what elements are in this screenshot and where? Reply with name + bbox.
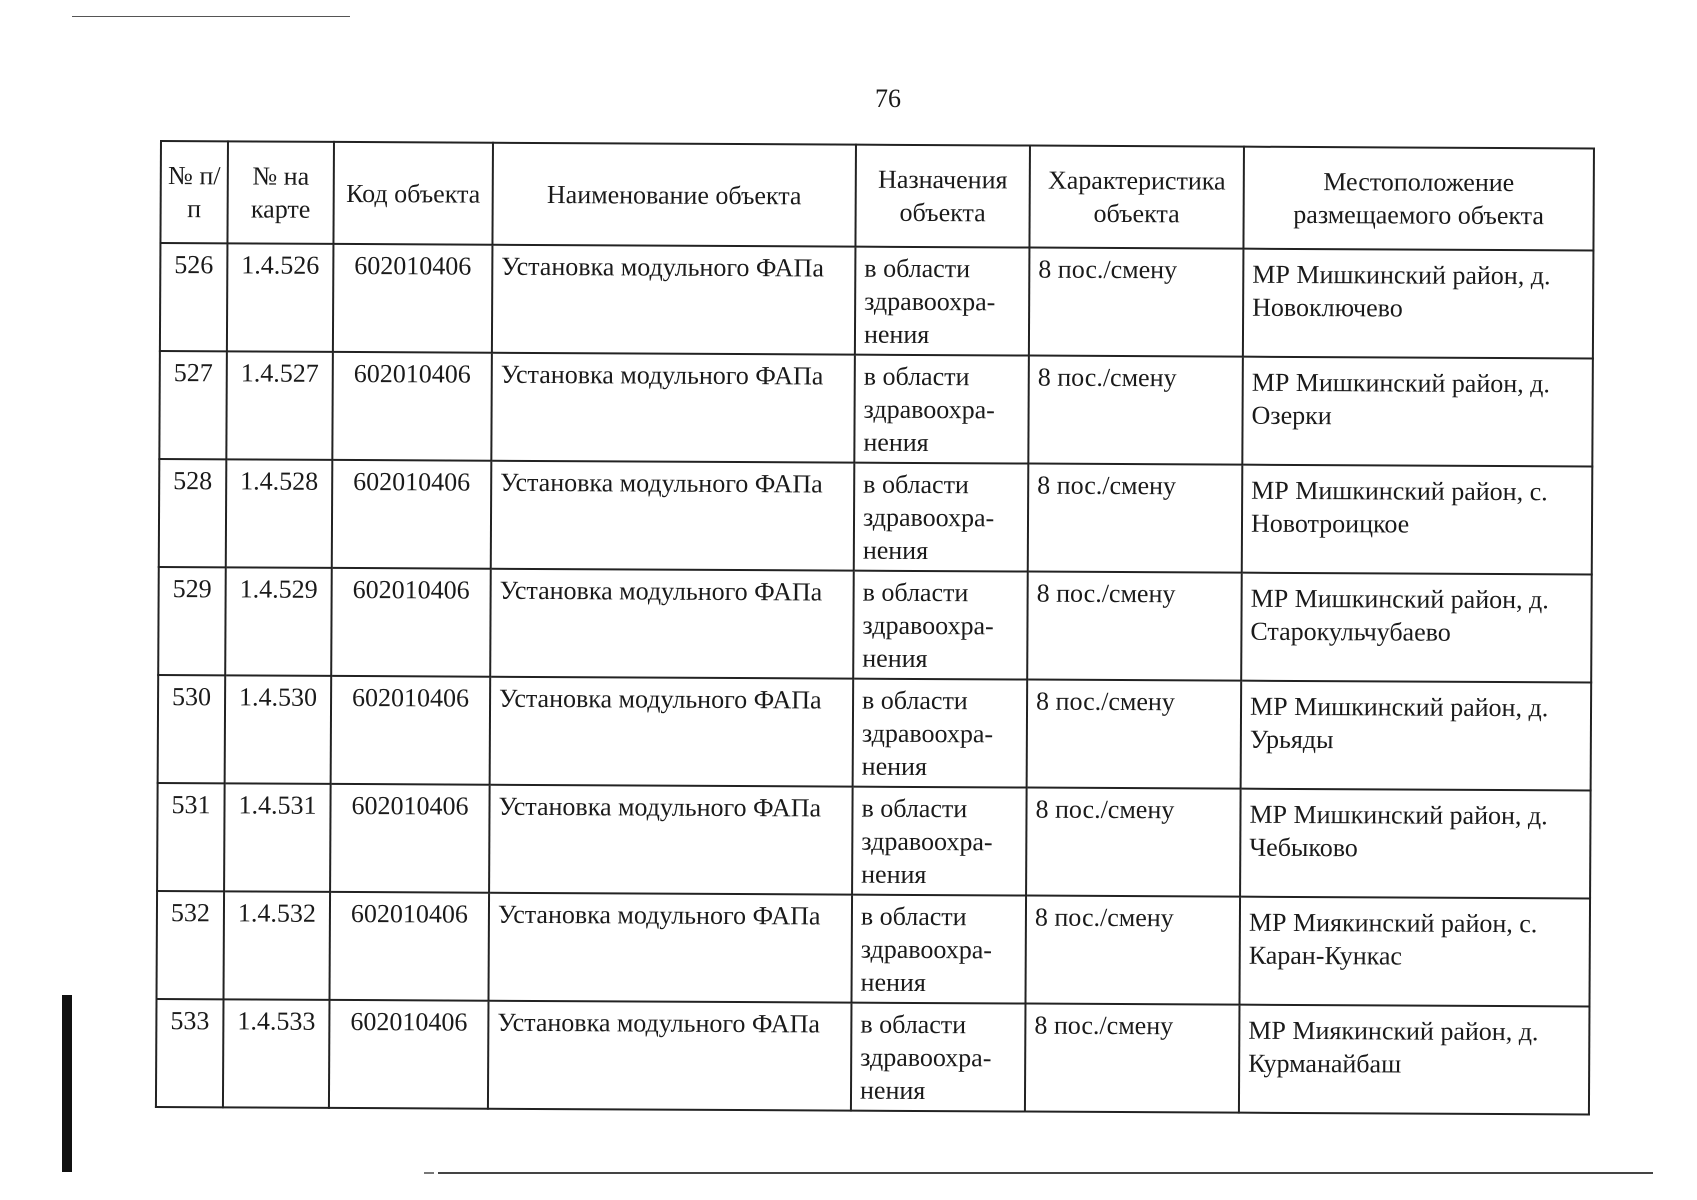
table-row xyxy=(159,459,1593,575)
header-num: № п/п xyxy=(160,141,228,243)
bottom-rule-dash xyxy=(424,1172,434,1174)
cell-object-code: 602010406 xyxy=(331,568,491,677)
cell-object-location: МР Мишкинский район, д. Новоключево xyxy=(1243,249,1594,359)
page-number: 76 xyxy=(875,84,901,113)
cell-object-name: Установка модульного ФАПа xyxy=(488,893,852,1003)
cell-map-number: 1.4.526 xyxy=(227,243,334,352)
cell-object-location: МР Мишкинский район, д. Чебыково xyxy=(1240,789,1591,899)
top-rule xyxy=(72,16,350,17)
table-row xyxy=(157,783,1591,899)
table-row xyxy=(159,351,1593,467)
cell-object-characteristic: 8 пос./смену xyxy=(1028,464,1243,573)
cell-object-purpose: в области здравоохра-нения xyxy=(854,355,1029,464)
cell-num: 532 xyxy=(157,891,225,999)
cell-object-code: 602010406 xyxy=(329,1000,489,1109)
header-object-code: Код объекта xyxy=(333,142,493,245)
cell-object-characteristic: 8 пос./смену xyxy=(1029,248,1244,357)
cell-object-name: Установка модульного ФАПа xyxy=(491,353,855,463)
cell-object-purpose: в области здравоохра-нения xyxy=(854,463,1029,572)
cell-object-purpose: в области здравоохра-нения xyxy=(855,247,1030,356)
cell-num: 530 xyxy=(158,675,226,783)
cell-object-characteristic: 8 пос./смену xyxy=(1025,1004,1240,1113)
table-header xyxy=(160,141,1594,251)
cell-object-characteristic: 8 пос./смену xyxy=(1027,680,1242,789)
cell-object-characteristic: 8 пос./смену xyxy=(1026,788,1241,897)
table-row xyxy=(160,243,1594,359)
cell-num: 526 xyxy=(160,243,228,351)
table-body xyxy=(156,243,1594,1114)
cell-num: 529 xyxy=(158,567,226,675)
cell-object-purpose: в области здравоохра-нения xyxy=(851,1003,1026,1112)
cell-num: 533 xyxy=(156,999,224,1107)
cell-object-location: МР Мишкинский район, д. Озерки xyxy=(1242,357,1593,467)
cell-object-name: Установка модульного ФАПа xyxy=(488,1001,852,1111)
cell-object-name: Установка модульного ФАПа xyxy=(492,245,856,355)
cell-map-number: 1.4.529 xyxy=(225,567,332,676)
cell-map-number: 1.4.530 xyxy=(225,675,332,784)
cell-map-number: 1.4.533 xyxy=(223,999,330,1108)
cell-object-code: 602010406 xyxy=(332,460,492,569)
cell-map-number: 1.4.532 xyxy=(224,891,331,1000)
cell-object-characteristic: 8 пос./смену xyxy=(1028,356,1243,465)
cell-map-number: 1.4.528 xyxy=(226,459,333,568)
cell-object-location: МР Мишкинский район, с. Новотроицкое xyxy=(1242,465,1593,575)
header-object-name: Наименование объекта xyxy=(492,143,856,247)
scan-margin-bar xyxy=(62,995,72,1172)
cell-object-name: Установка модульного ФАПа xyxy=(489,785,853,895)
header-object-purpose: Назначения объекта xyxy=(855,145,1030,248)
cell-num: 528 xyxy=(159,459,227,567)
cell-map-number: 1.4.527 xyxy=(226,351,333,460)
cell-object-code: 602010406 xyxy=(330,784,490,893)
cell-object-name: Установка модульного ФАПа xyxy=(490,569,854,679)
header-row xyxy=(160,141,1594,251)
cell-object-location: МР Миякинский район, с. Каран-Кункас xyxy=(1239,897,1590,1007)
cell-object-code: 602010406 xyxy=(331,676,491,785)
cell-num: 531 xyxy=(157,783,225,891)
table-row xyxy=(158,675,1592,791)
cell-map-number: 1.4.531 xyxy=(224,783,331,892)
cell-object-code: 602010406 xyxy=(333,244,493,353)
cell-object-purpose: в области здравоохра-нения xyxy=(853,571,1028,680)
cell-object-location: МР Миякинский район, д. Курманайбаш xyxy=(1239,1005,1590,1115)
cell-object-location: МР Мишкинский район, д. Старокульчубаево xyxy=(1241,573,1592,683)
cell-object-characteristic: 8 пос./смену xyxy=(1027,572,1242,681)
cell-object-name: Установка модульного ФАПа xyxy=(491,461,855,571)
cell-object-name: Установка модульного ФАПа xyxy=(490,677,854,787)
cell-object-code: 602010406 xyxy=(332,352,492,461)
header-map-number: № на карте xyxy=(227,141,334,244)
cell-object-code: 602010406 xyxy=(329,892,489,1001)
cell-num: 527 xyxy=(159,351,227,459)
cell-object-purpose: в области здравоохра-нения xyxy=(851,895,1026,1004)
table-row xyxy=(156,999,1590,1115)
header-object-location: Местоположение размещаемого объекта xyxy=(1243,147,1594,251)
header-object-characteristic: Характеристика объекта xyxy=(1029,146,1244,249)
table-row xyxy=(157,891,1591,1007)
cell-object-location: МР Мишкинский район, д. Урьяды xyxy=(1241,681,1592,791)
objects-table xyxy=(155,140,1595,1116)
cell-object-purpose: в области здравоохра-нения xyxy=(853,679,1028,788)
cell-object-characteristic: 8 пос./смену xyxy=(1025,896,1240,1005)
cell-object-purpose: в области здравоохра-нения xyxy=(852,787,1027,896)
table-row xyxy=(158,567,1592,683)
bottom-rule xyxy=(438,1172,1653,1174)
